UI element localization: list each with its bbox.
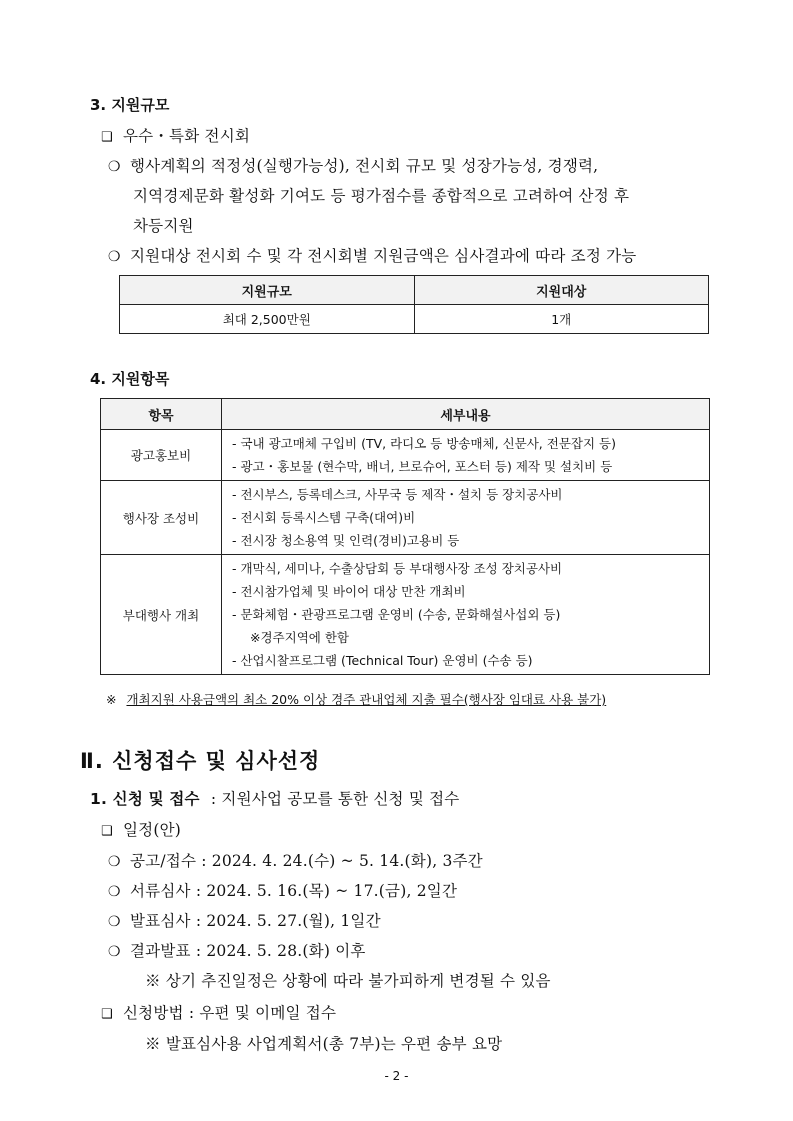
detail-line: - 전시부스, 등록데스크, 사무국 등 제작・설치 등 장치공사비 — [232, 487, 563, 502]
table-header: 세부내용 — [222, 399, 710, 430]
table-header-row — [101, 399, 710, 430]
table-row-label: 부대행사 개최 — [101, 555, 222, 675]
chapter-2-title: Ⅱ. 신청접수 및 심사선정 — [80, 749, 321, 773]
detail-line: - 광고・홍보물 (현수막, 배너, 브로슈어, 포스터 등) 제작 및 설치비 등 — [232, 459, 613, 474]
table-header: 항목 — [101, 399, 222, 430]
schedule-heading — [101, 818, 181, 840]
circle-bullet-icon: ❍ — [108, 159, 121, 175]
table-row-label: 광고홍보비 — [101, 430, 222, 481]
square-bullet-icon: ❑ — [101, 824, 113, 839]
note-text: 개최지원 사용금액의 최소 20% 이상 경주 관내업체 지출 필수(행사장 임대료 사용 불가) — [126, 692, 607, 707]
detail-line: - 문화체험・관광프로그램 운영비 (수송, 문화해설사섭외 등) — [232, 607, 561, 622]
schedule-item — [108, 879, 457, 901]
section-3-title: 3. 지원규모 — [90, 96, 170, 114]
item-line: 차등지원 — [133, 217, 194, 235]
schedule-item — [108, 849, 483, 871]
schedule-note: ※ 상기 추진일정은 상황에 따라 불가피하게 변경될 수 있음 — [145, 972, 551, 990]
item-adjustment — [108, 244, 636, 266]
detail-line: - 전시참가업체 및 바이어 대상 만찬 개최비 — [232, 584, 466, 599]
section-4-title: 4. 지원항목 — [90, 370, 170, 388]
schedule-text: 서류심사 : 2024. 5. 16.(목) ~ 17.(금), 2일간 — [130, 882, 458, 900]
table-row-details — [222, 430, 710, 481]
support-items-table — [100, 398, 710, 675]
detail-line: - 국내 광고매체 구입비 (TV, 라디오 등 방송매체, 신문사, 전문잡지 등) — [232, 436, 616, 451]
item-evaluation-criteria — [108, 154, 598, 176]
table-row-details — [222, 555, 710, 675]
method-note: ※ 발표심사용 사업계획서(총 7부)는 우편 송부 요망 — [145, 1035, 503, 1053]
table-header: 지원규모 — [120, 276, 415, 305]
schedule-heading-text: 일정(안) — [123, 821, 182, 839]
table-header: 지원대상 — [414, 276, 709, 305]
support-scale-table — [119, 275, 709, 334]
sub-heading-text: 우수・특화 전시회 — [123, 127, 251, 145]
table-header-row — [120, 276, 709, 305]
schedule-text: 공고/접수 : 2024. 4. 24.(수) ~ 5. 14.(화), 3주간 — [130, 852, 483, 870]
table-row — [101, 430, 710, 481]
item-line: 지원대상 전시회 수 및 각 전시회별 지원금액은 심사결과에 따라 조정 가능 — [130, 247, 637, 265]
circle-bullet-icon: ❍ — [108, 914, 121, 930]
schedule-item — [108, 939, 366, 961]
schedule-text: 발표심사 : 2024. 5. 27.(월), 1일간 — [130, 912, 381, 930]
schedule-text: 결과발표 : 2024. 5. 28.(화) 이후 — [130, 942, 366, 960]
sub-section-1-desc: : 지원사업 공모를 통한 신청 및 접수 — [210, 790, 460, 808]
table-row — [120, 305, 709, 334]
square-bullet-icon: ❑ — [101, 1007, 113, 1022]
note-marker: ※ — [106, 692, 117, 707]
detail-line: - 개막식, 세미나, 수출상담회 등 부대행사장 조성 장치공사비 — [232, 561, 563, 576]
table-row — [101, 555, 710, 675]
circle-bullet-icon: ❍ — [108, 944, 121, 960]
detail-line: - 전시장 청소용역 및 인력(경비)고용비 등 — [232, 533, 460, 548]
circle-bullet-icon: ❍ — [108, 249, 121, 265]
sub-section-1 — [90, 787, 459, 809]
expense-note — [106, 690, 606, 708]
sub-section-1-title: 1. 신청 및 접수 — [90, 790, 200, 808]
detail-line: - 산업시찰프로그램 (Technical Tour) 운영비 (수송 등) — [232, 653, 533, 668]
item-line: 행사계획의 적정성(실행가능성), 전시회 규모 및 성장가능성, 경쟁력, — [130, 157, 599, 175]
schedule-item — [108, 909, 381, 931]
detail-line: ※경주지역에 한함 — [250, 630, 349, 645]
page-number: - 2 - — [384, 1069, 409, 1083]
sub-heading-featured-exhibition — [101, 124, 250, 146]
circle-bullet-icon: ❍ — [108, 854, 121, 870]
application-method-text: 신청방법 : 우편 및 이메일 접수 — [123, 1004, 337, 1022]
circle-bullet-icon: ❍ — [108, 884, 121, 900]
table-row-label: 행사장 조성비 — [101, 481, 222, 555]
table-row-details — [222, 481, 710, 555]
table-cell: 1개 — [414, 305, 709, 334]
detail-line: - 전시회 등록시스템 구축(대여)비 — [232, 510, 416, 525]
item-line: 지역경제문화 활성화 기여도 등 평가점수를 종합적으로 고려하여 산정 후 — [133, 187, 630, 205]
table-row — [101, 481, 710, 555]
application-method — [101, 1001, 336, 1023]
square-bullet-icon: ❑ — [101, 130, 113, 145]
table-cell: 최대 2,500만원 — [120, 305, 415, 334]
